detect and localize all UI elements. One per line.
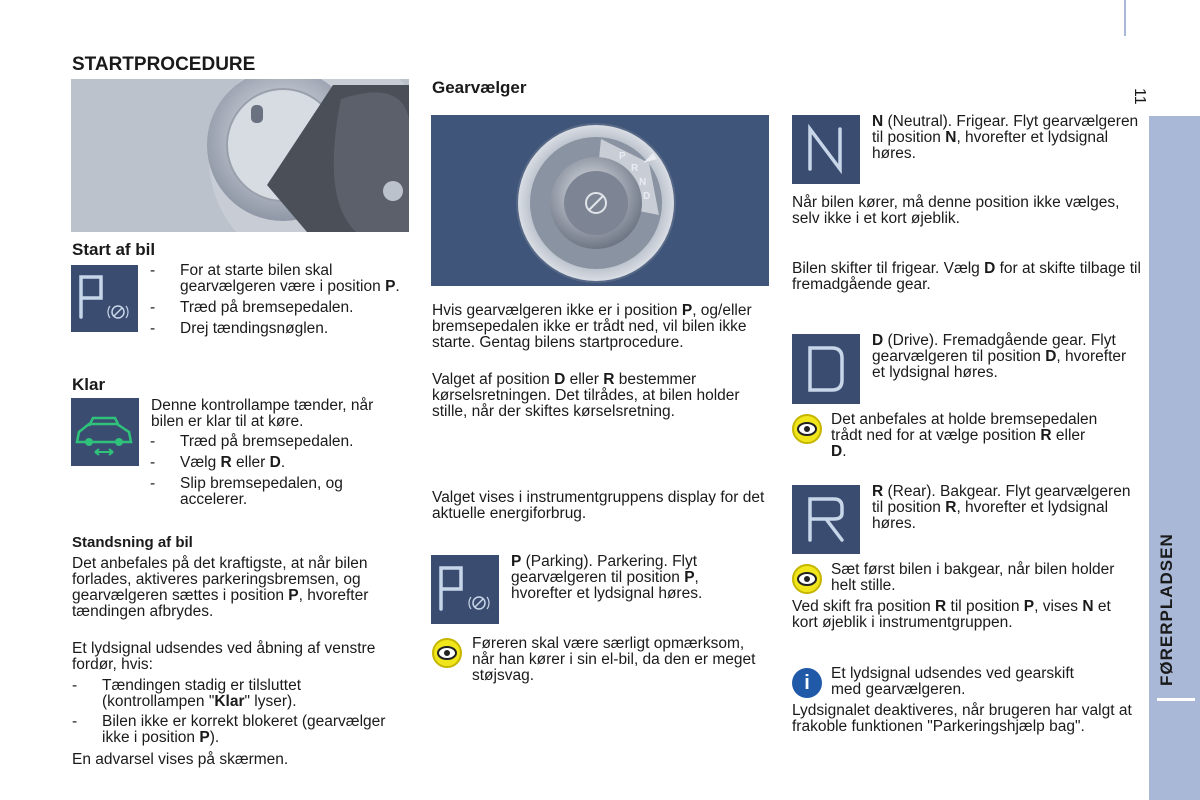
list-item: - Tændingen stadig er tilsluttet (kontrollampen "Klar" lyser). bbox=[72, 677, 302, 710]
indicator-p bbox=[71, 265, 138, 332]
list-item: - Slip bremsepedalen, og accelerer. bbox=[150, 475, 343, 508]
gear-paragraph-1: Hvis gearvælgeren ikke er i position P, og/eller bremsepedalen ikke er trådt ned, vil bilen ikke starte. Gentag bilens startprocedure. bbox=[432, 302, 752, 351]
gear-paragraph-3: Valget vises i instrumentgruppens display for det aktuelle energiforbrug. bbox=[432, 489, 765, 522]
eye-warning-icon bbox=[432, 638, 462, 668]
info-icon: i bbox=[792, 668, 822, 698]
indicator-klar bbox=[71, 398, 139, 466]
drive-note: Det anbefales at holde bremsepedalen trådt ned for at vælge position R eller D. bbox=[831, 411, 1098, 460]
stop-paragraph-2: Et lydsignal udsendes ved åbning af venstre fordør, hvis: bbox=[72, 640, 376, 673]
section-tab-rule bbox=[1157, 698, 1195, 701]
list-item: - Bilen ikke er korrekt blokeret (gearvælger ikke i position P). bbox=[72, 713, 386, 746]
gear-selector-illustration bbox=[431, 115, 769, 286]
stop-heading: Standsning af bil bbox=[72, 534, 193, 551]
indicator-r bbox=[792, 485, 860, 554]
start-list bbox=[150, 263, 400, 337]
letter-r: R bbox=[631, 163, 639, 174]
quiet-car-warning: Føreren skal være særligt opmærksom, når han kører i sin el-bil, da den er meget støjsvag. bbox=[472, 635, 756, 684]
page-number: 11 bbox=[1131, 88, 1148, 105]
info-paragraph: Lydsignalet deaktiveres, når brugeren har valgt at frakoble funktionen "Parkeringshjælp bag". bbox=[792, 702, 1132, 735]
neutral-paragraph-1: Når bilen kører, må denne position ikke vælges, selv ikke i et kort øjeblik. bbox=[792, 194, 1120, 227]
section-tab-label: FØRERPLADSEN bbox=[1157, 533, 1176, 686]
klar-intro: Denne kontrollampe tænder, når bilen er klar til at køre. bbox=[151, 397, 374, 430]
eye-warning-icon bbox=[792, 564, 822, 594]
indicator-p-large bbox=[431, 555, 499, 624]
indicator-n bbox=[792, 115, 860, 184]
page-title: STARTPROCEDURE bbox=[72, 54, 256, 75]
list-item: - Træd på bremsepedalen. bbox=[150, 433, 354, 450]
eye-warning-icon bbox=[792, 414, 822, 444]
list-item: - For at starte bilen skal gearvælgeren være i position P. bbox=[150, 262, 400, 295]
klar-heading: Klar bbox=[72, 375, 106, 394]
gear-selector-image bbox=[431, 115, 769, 286]
letter-p: P bbox=[619, 151, 626, 162]
ignition-key-image bbox=[71, 79, 409, 232]
list-item: - Vælg R eller D. bbox=[150, 454, 286, 471]
klar-list bbox=[150, 434, 400, 508]
info-note: Et lydsignal udsendes ved gearskift med gearvælgeren. bbox=[831, 665, 1074, 698]
drive-text: D (Drive). Fremadgående gear. Flyt gearvælgeren til position D, hvorefter et lydsignal høres. bbox=[872, 332, 1127, 381]
rear-text: R (Rear). Bakgear. Flyt gearvælgeren til position R, hvorefter et lydsignal høres. bbox=[872, 483, 1131, 532]
neutral-paragraph-2: Bilen skifter til frigear. Vælg D for at skifte tilbage til fremadgående gear. bbox=[792, 260, 1141, 293]
neutral-text: N (Neutral). Frigear. Flyt gearvælgeren til position N, hvorefter et lydsignal høres. bbox=[872, 113, 1139, 162]
page-edge-line bbox=[1124, 0, 1126, 36]
list-item: - Træd på bremsepedalen. bbox=[150, 299, 354, 316]
start-heading: Start af bil bbox=[72, 240, 156, 259]
list-item: - Drej tændingsnøglen. bbox=[150, 320, 329, 337]
stop-list bbox=[72, 678, 402, 746]
ignition-key-illustration bbox=[71, 79, 409, 232]
rear-paragraph: Ved skift fra position R til position P, vises N et kort øjeblik i instrumentgruppen. bbox=[792, 598, 1111, 631]
parking-text: P (Parking). Parkering. Flyt gearvælgeren til position P, hvorefter et lydsignal høres. bbox=[511, 553, 703, 602]
stop-paragraph-3: En advarsel vises på skærmen. bbox=[72, 751, 289, 768]
stop-paragraph-1: Det anbefales på det kraftigste, at når bilen forlades, aktiveres parkeringsbremsen, og gearvælgeren sættes i position P, hvorefter tændingen afbrydes. bbox=[72, 555, 369, 620]
section-tab bbox=[1149, 116, 1200, 800]
car-ready-icon bbox=[71, 398, 139, 466]
indicator-d bbox=[792, 334, 860, 404]
letter-d: D bbox=[643, 191, 651, 202]
rear-note: Sæt først bilen i bakgear, når bilen holder helt stille. bbox=[831, 561, 1115, 594]
gear-paragraph-2: Valget af position D eller R bestemmer kørselsretningen. Det tilrådes, at bilen holder stille, når der skiftes kørselsretning. bbox=[432, 371, 740, 420]
gear-selector-heading: Gearvælger bbox=[432, 78, 527, 97]
letter-n: N bbox=[639, 177, 647, 188]
